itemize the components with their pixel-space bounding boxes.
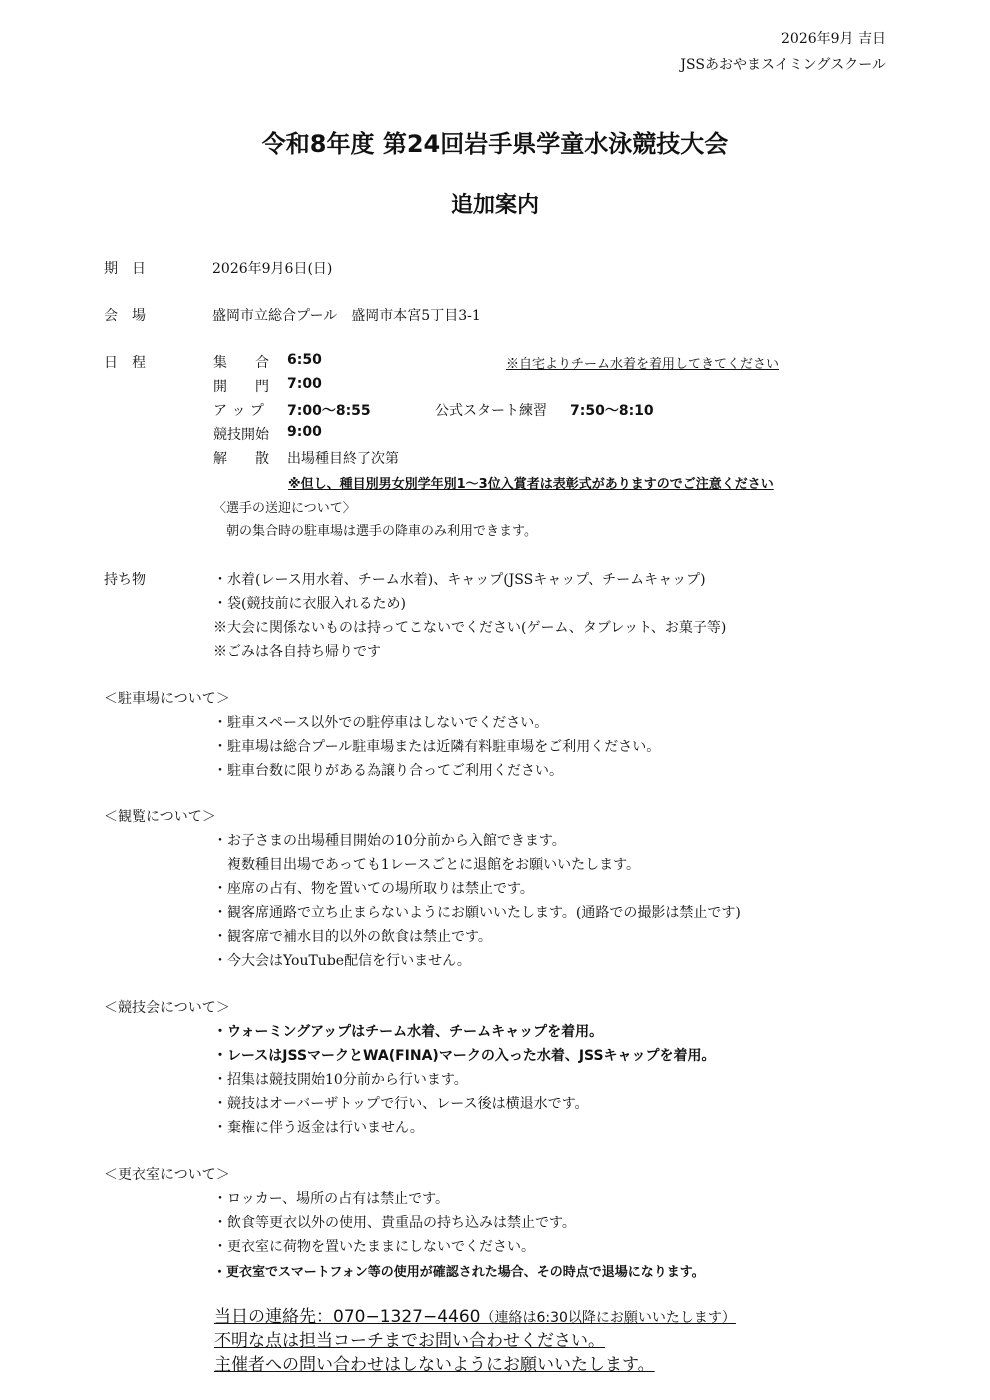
venue-value: 盛岡市立総合プール 盛岡市本宮5丁目3-1 [212, 308, 481, 324]
schedule-item-label: 解 散 [213, 451, 269, 467]
competition-heading: ＜競技会について＞ [104, 1000, 230, 1016]
competition-bold-item: ・ウォーミングアップはチーム水着、チームキャップを着用。 [213, 1024, 604, 1040]
parking-item: ・駐車台数に限りがある為譲り合ってご利用ください。 [213, 763, 563, 779]
official-start-label: 公式スタート練習 [435, 403, 547, 419]
pickup-heading: 〈選手の送迎について〉 [213, 501, 356, 516]
competition-bold-item: ・レースはJSSマークとWA(FINA)マークの入った水着、JSSキャップを着用。 [213, 1048, 716, 1064]
viewing-item: ・観客席通路で立ち止まらないようにお願いいたします。(通路での撮影は禁止です) [213, 905, 741, 921]
schedule-item-time: 7:00〜8:55 [287, 403, 371, 419]
schedule-item-time: 9:00 [287, 424, 322, 440]
issue-date: 2026年9月 吉日 [781, 31, 886, 47]
viewing-item: ・座席の占有、物を置いての場所取りは禁止です。 [213, 881, 534, 897]
belongings-item: ※ごみは各自持ち帰りです [213, 644, 381, 660]
locker-item: ・更衣室に荷物を置いたままにしないでください。 [213, 1239, 535, 1255]
page-title: 令和8年度 第24回岩手県学童水泳競技大会 [261, 130, 729, 158]
pickup-text: 朝の集合時の駐車場は選手の降車のみ利用できます。 [226, 524, 537, 539]
competition-item: ・招集は競技開始10分前から行います。 [213, 1072, 468, 1088]
schedule-item-label: ア ッ プ [213, 403, 264, 419]
viewing-item: ・お子さまの出場種目開始の10分前から入館できます。 [213, 833, 566, 849]
page-subtitle: 追加案内 [450, 193, 539, 218]
schedule-item-label: 開 門 [213, 379, 269, 395]
competition-item: ・競技はオーバーザトップで行い、レース後は横退水です。 [213, 1096, 589, 1112]
date-value: 2026年9月6日(日) [212, 261, 333, 277]
award-note: ※但し、種目別男女別学年別1〜3位入賞者は表彰式がありますのでご注意ください [288, 477, 774, 492]
locker-heading: ＜更衣室について＞ [104, 1167, 230, 1183]
competition-item: ・棄権に伴う返金は行いません。 [213, 1120, 424, 1136]
locker-bold-item: ・更衣室でスマートフォン等の使用が確認された場合、その時点で退場になります。 [213, 1265, 705, 1280]
swimsuit-note: ※自宅よりチーム水着を着用してきてください [506, 357, 780, 372]
schedule-label: 日 程 [104, 355, 146, 371]
parking-item: ・駐車スペース以外での駐停車はしないでください。 [213, 715, 549, 731]
viewing-item: ・今大会はYouTube配信を行いません。 [213, 953, 471, 969]
schedule-item-time: 6:50 [287, 352, 322, 368]
venue-label: 会 場 [104, 308, 146, 324]
contact-line [214, 1302, 736, 1327]
viewing-item: 複数種目出場であっても1レースごとに退館をお願いいたします。 [213, 857, 640, 873]
official-start-time: 7:50〜8:10 [570, 403, 654, 419]
locker-item: ・ロッカー、場所の占有は禁止です。 [213, 1191, 450, 1207]
schedule-item-time: 出場種目終了次第 [287, 451, 399, 467]
schedule-item-label: 競技開始 [213, 427, 269, 443]
belongings-item: ・袋(競技前に衣服入れるため) [213, 596, 406, 612]
viewing-item: ・観客席で補水目的以外の飲食は禁止です。 [213, 929, 492, 945]
contact-inquiry-note: 不明な点は担当コーチまでお問い合わせください。 [214, 1331, 605, 1351]
contact-note: （連絡は6:30以降にお願いいたします） [480, 1310, 736, 1326]
belongings-label: 持ち物 [104, 572, 146, 588]
belongings-item: ・水着(レース用水着、チーム水着)、キャップ(JSSキャップ、チームキャップ) [213, 572, 706, 588]
parking-item: ・駐車場は総合プール駐車場または近隣有料駐車場をご利用ください。 [213, 739, 661, 755]
schedule-item-label: 集 合 [213, 355, 269, 371]
contact-no-organizer-note: 主催者への問い合わせはしないようにお願いいたします。 [214, 1355, 655, 1375]
viewing-heading: ＜観覧について＞ [104, 809, 216, 825]
contact-phone: 当日の連絡先：070−1327−4460 [214, 1307, 481, 1327]
locker-item: ・飲食等更衣以外の使用、貴重品の持ち込みは禁止です。 [213, 1215, 576, 1231]
schedule-item-time: 7:00 [287, 376, 322, 392]
date-label: 期 日 [104, 261, 146, 277]
organizer-name: JSSあおやまスイミングスクール [680, 57, 886, 73]
belongings-item: ※大会に関係ないものは持ってこないでください(ゲーム、タブレット、お菓子等) [213, 620, 727, 636]
parking-heading: ＜駐車場について＞ [104, 691, 230, 707]
